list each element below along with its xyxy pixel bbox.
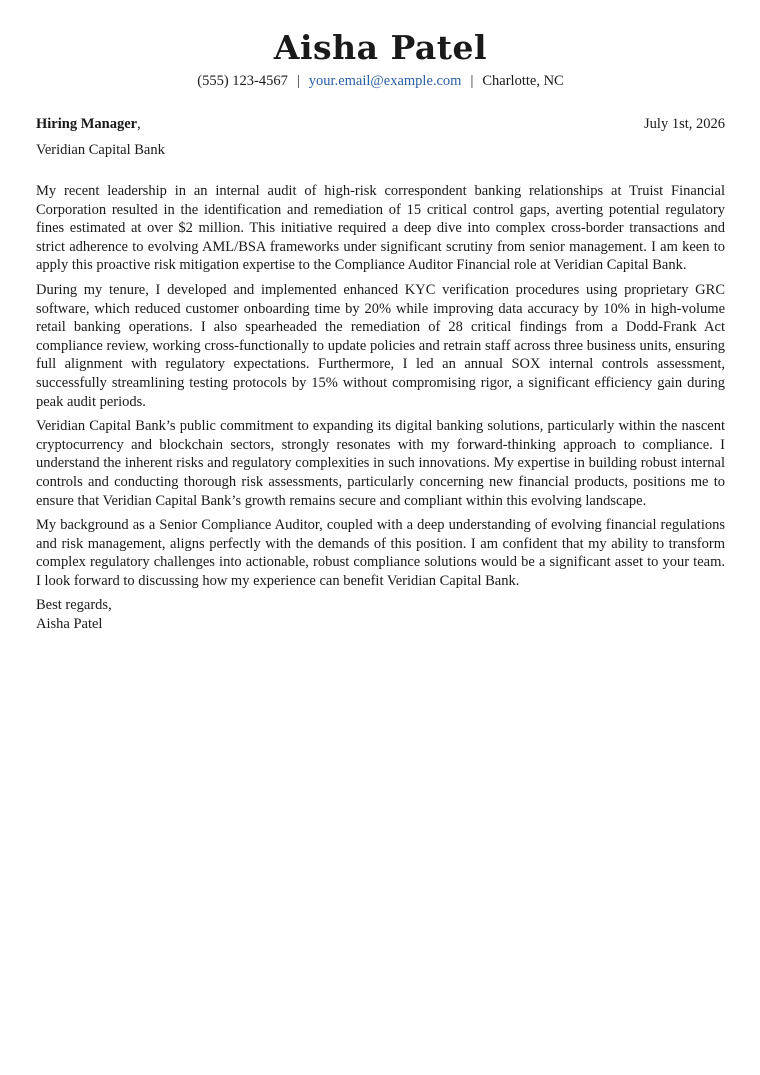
recipient-date-row [36,115,725,133]
recipient-company: Veridian Capital Bank [36,142,165,158]
contact-line [36,72,725,90]
closing-salutation: Best regards, [36,597,112,614]
cover-letter [36,0,725,634]
separator: | [296,73,300,89]
body-paragraph: Veridian Capital Bank’s public commitment to expanding its digital banking solutions, particularly within the nascent cryptocurrency and blockchain sectors, strongly resonates with my forward-thinking approach to compliance. I understand the inherent risks and regulatory complexities in such innovations. My expertise in building robust internal controls and conducting thorough risk assessments, particularly concerning new financial products, positions me to ensure that Veridian Capital Bank’s growth remains secure and compliant within this evolving landscape. [36,418,725,509]
signature-name: Aisha Patel [36,616,103,633]
body-paragraph: My recent leadership in an internal audit of high-risk correspondent banking relationships at Truist Financial Corporation resulted in the identification and remediation of 15 critical control gaps, averting potential regulatory fines estimated at over $2 million. This initiative required a deep dive into complex cross-border transactions and strict adherence to evolving AML/BSA frameworks under significant scrutiny from senior management. I am keen to apply this proactive risk mitigation expertise to the Compliance Auditor Financial role at Veridian Capital Bank. [36,183,725,274]
email-link[interactable]: your.email@example.com [308,73,462,89]
recipient-title: Hiring Manager [36,116,138,132]
body-paragraph: My background as a Senior Compliance Auditor, coupled with a deep understanding of evolving financial regulations and risk management, aligns perfectly with the demands of this position. I am confident that my ability to transform complex regulatory challenges into actionable, robust compliance solutions would be a significant asset to your team. I look forward to discussing how my experience can benefit Veridian Capital Bank. [36,517,725,589]
closing [36,596,725,633]
letter-body [36,182,725,590]
applicant-name: Aisha Patel [273,28,488,67]
recipient-suffix: , [137,116,141,132]
location: Charlotte, NC [482,73,564,89]
body-paragraph: During my tenure, I developed and implemented enhanced KYC verification procedures using proprietary GRC software, which reduced customer onboarding time by 20% while improving data accuracy by 10% in high-volume retail banking operations. I also spearheaded the remediation of 28 critical findings from a Dodd-Frank Act compliance review, working cross-functionally to update policies and retrain staff across three business units, ensuring full alignment with regulatory expectations. Furthermore, I led an annual SOX internal controls assessment, successfully streamlining testing protocols by 15% without compromising rigor, a significant efficiency gain during peak audit periods. [36,281,725,410]
letter-date: July 1st, 2026 [644,116,725,132]
recipient-line [36,115,141,133]
separator: | [470,73,474,89]
phone-number: (555) 123-4567 [197,73,288,89]
